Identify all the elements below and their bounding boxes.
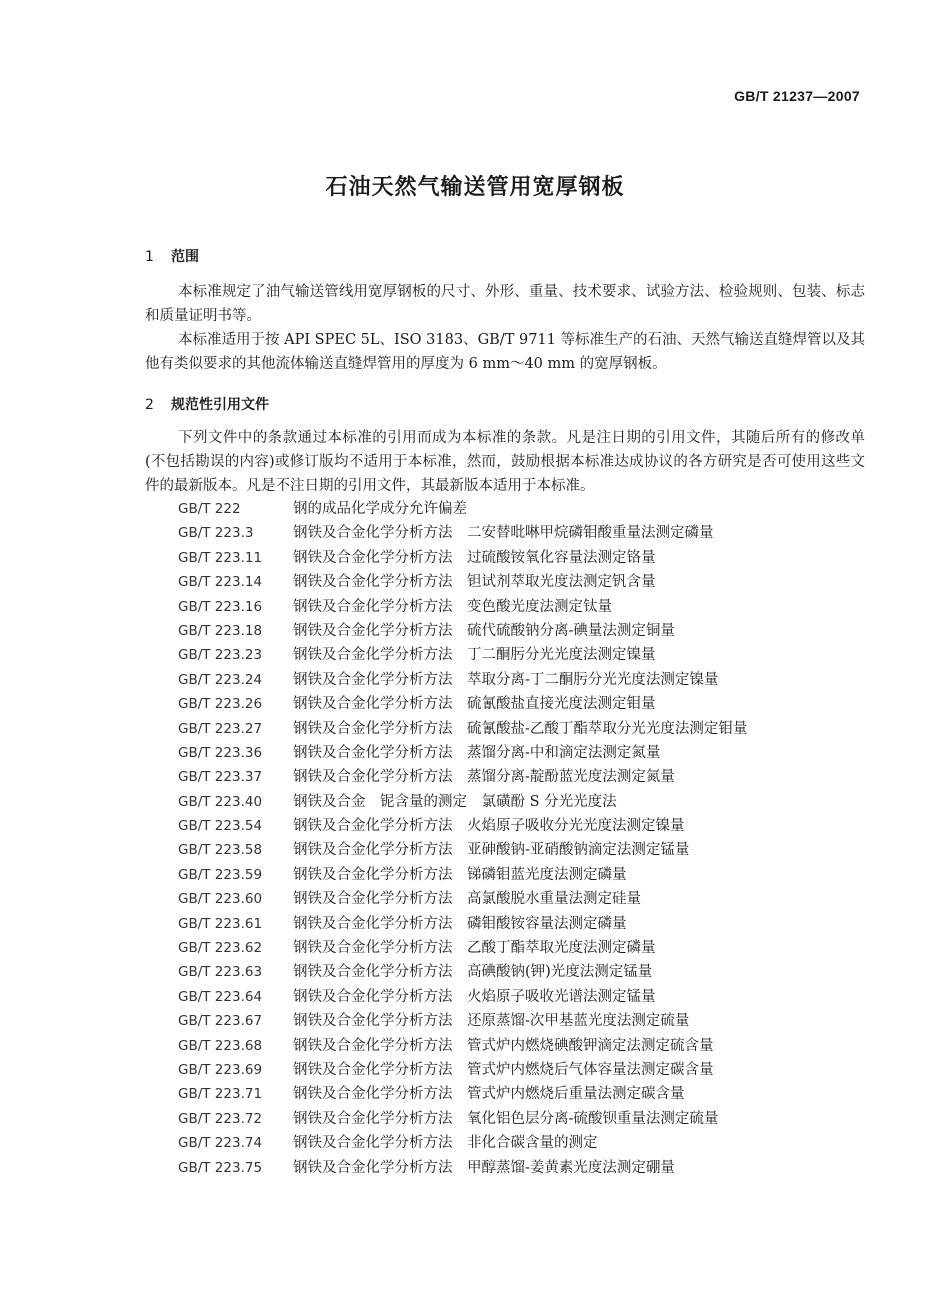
reference-code: GB/T 223.26 (178, 696, 263, 713)
reference-item (178, 985, 747, 1009)
reference-title: 钢铁及合金化学分析方法 丁二酮肟分光光度法测定镍量 (293, 647, 656, 664)
reference-code: GB/T 223.74 (178, 1135, 263, 1152)
references-intro-paragraph: 下列文件中的条款通过本标准的引用而成为本标准的条款。凡是注日期的引用文件，其随后所有的修改单(不包括勘误的内容)或修订版均不适用于本标准，然而，鼓励根据本标准达成协议的各方研究是否可使用这些文件的最新版本。凡是不注日期的引用文件，其最新版本适用于本标准。 (145, 430, 865, 494)
reference-title: 钢铁及合金化学分析方法 硫氰酸盐-乙酸丁酯萃取分光光度法测定钼量 (293, 720, 748, 737)
reference-title: 钢铁及合金化学分析方法 锑磷钼蓝光度法测定磷量 (293, 866, 627, 883)
reference-item (178, 570, 747, 594)
reference-title: 钢铁及合金化学分析方法 硫代硫酸钠分离-碘量法测定铜量 (293, 622, 675, 639)
reference-title: 钢铁及合金化学分析方法 还原蒸馏-次甲基蓝光度法测定硫量 (293, 1013, 690, 1030)
reference-item (178, 497, 747, 521)
section-title: 规范性引用文件 (171, 397, 269, 413)
reference-item (178, 838, 747, 862)
reference-code: GB/T 223.23 (178, 647, 263, 664)
reference-code: GB/T 222 (178, 501, 241, 517)
scope-paragraph-2: 本标准适用于按 API SPEC 5L、ISO 3183、GB/T 9711 等标准生产的石油、天然气输送直缝焊管以及其他有类似要求的其他流体输送直缝焊管用的厚度为 6 mm～40 mm 的宽厚钢板。 (145, 332, 865, 372)
reference-item (178, 1082, 747, 1106)
reference-title: 钢铁及合金化学分析方法 蒸馏分离-靛酚蓝光度法测定氮量 (293, 769, 675, 786)
section-heading-scope (145, 246, 199, 266)
reference-item (178, 814, 747, 838)
document-title: 石油天然气输送管用宽厚钢板 (325, 175, 625, 200)
reference-title: 钢铁及合金化学分析方法 硫氰酸盐直接光度法测定钼量 (293, 696, 656, 713)
reference-item (178, 960, 747, 984)
reference-list (178, 497, 747, 1180)
reference-item (178, 741, 747, 765)
reference-code: GB/T 223.54 (178, 818, 263, 835)
reference-code: GB/T 223.36 (178, 744, 263, 761)
reference-code: GB/T 223.24 (178, 671, 263, 688)
reference-item (178, 1107, 747, 1131)
reference-code: GB/T 223.11 (178, 549, 263, 566)
reference-code: GB/T 223.40 (178, 793, 263, 810)
reference-code: GB/T 223.37 (178, 769, 263, 786)
reference-item (178, 668, 747, 692)
reference-item (178, 717, 747, 741)
reference-item (178, 912, 747, 936)
reference-title: 钢铁及合金化学分析方法 管式炉内燃烧后气体容量法测定碳含量 (293, 1061, 714, 1078)
reference-title: 钢铁及合金化学分析方法 非化合碳含量的测定 (293, 1135, 598, 1152)
reference-title: 钢铁及合金化学分析方法 氧化铝色层分离-硫酸钡重量法测定硫量 (293, 1110, 719, 1127)
reference-code: GB/T 223.67 (178, 1013, 263, 1030)
reference-item (178, 521, 747, 545)
reference-code: GB/T 223.60 (178, 891, 263, 908)
reference-title: 钢铁及合金化学分析方法 甲醇蒸馏-姜黄素光度法测定硼量 (293, 1159, 675, 1176)
reference-title: 钢铁及合金化学分析方法 二安替吡啉甲烷磷钼酸重量法测定磷量 (293, 525, 714, 542)
reference-item (178, 619, 747, 643)
reference-item (178, 1131, 747, 1155)
reference-code: GB/T 223.62 (178, 940, 263, 957)
reference-title: 钢铁及合金化学分析方法 蒸馏分离-中和滴定法测定氮量 (293, 744, 661, 761)
reference-item (178, 595, 747, 619)
section-number: 2 (145, 397, 154, 413)
reference-title: 钢铁及合金化学分析方法 火焰原子吸收分光光度法测定镍量 (293, 818, 685, 835)
reference-title: 钢铁及合金化学分析方法 过硫酸铵氧化容量法测定铬量 (293, 549, 656, 566)
section-heading-normative-references (145, 394, 269, 414)
reference-code: GB/T 223.63 (178, 964, 263, 981)
reference-title: 钢铁及合金化学分析方法 萃取分离-丁二酮肟分光光度法测定镍量 (293, 671, 719, 688)
reference-title: 钢的成品化学成分允许偏差 (293, 501, 467, 517)
reference-title: 钢铁及合金化学分析方法 高氯酸脱水重量法测定硅量 (293, 891, 641, 908)
reference-title: 钢铁及合金化学分析方法 乙酸丁酯萃取光度法测定磷量 (293, 940, 656, 957)
reference-item (178, 863, 747, 887)
reference-item (178, 1009, 747, 1033)
reference-title: 钢铁及合金化学分析方法 磷钼酸铵容量法测定磷量 (293, 915, 627, 932)
reference-item (178, 1034, 747, 1058)
reference-title: 钢铁及合金化学分析方法 钽试剂萃取光度法测定钒含量 (293, 574, 656, 591)
reference-code: GB/T 223.71 (178, 1086, 263, 1103)
reference-item (178, 1156, 747, 1180)
reference-item (178, 546, 747, 570)
scope-paragraph-1: 本标准规定了油气输送管线用宽厚钢板的尺寸、外形、重量、技术要求、试验方法、检验规则、包装、标志和质量证明书等。 (145, 284, 865, 324)
standard-code: GB/T 21237—2007 (734, 88, 860, 104)
reference-item (178, 790, 747, 814)
reference-title: 钢铁及合金化学分析方法 管式炉内燃烧后重量法测定碳含量 (293, 1086, 685, 1103)
reference-code: GB/T 223.58 (178, 842, 263, 859)
reference-code: GB/T 223.59 (178, 866, 263, 883)
reference-item (178, 936, 747, 960)
reference-code: GB/T 223.72 (178, 1110, 263, 1127)
reference-item (178, 765, 747, 789)
reference-item (178, 1058, 747, 1082)
reference-title: 钢铁及合金化学分析方法 亚砷酸钠-亚硝酸钠滴定法测定锰量 (293, 842, 690, 859)
reference-code: GB/T 223.3 (178, 525, 254, 542)
reference-code: GB/T 223.27 (178, 720, 263, 737)
reference-code: GB/T 223.16 (178, 598, 263, 615)
reference-title: 钢铁及合金化学分析方法 管式炉内燃烧碘酸钾滴定法测定硫含量 (293, 1037, 714, 1054)
reference-code: GB/T 223.64 (178, 988, 263, 1005)
reference-title: 钢铁及合金化学分析方法 变色酸光度法测定钛量 (293, 598, 612, 615)
reference-code: GB/T 223.75 (178, 1159, 263, 1176)
reference-item (178, 692, 747, 716)
reference-item (178, 887, 747, 911)
reference-item (178, 643, 747, 667)
reference-title: 钢铁及合金化学分析方法 火焰原子吸收光谱法测定锰量 (293, 988, 656, 1005)
reference-code: GB/T 223.69 (178, 1061, 263, 1078)
reference-code: GB/T 223.18 (178, 622, 263, 639)
reference-code: GB/T 223.14 (178, 574, 263, 591)
reference-code: GB/T 223.61 (178, 915, 263, 932)
reference-title: 钢铁及合金 铌含量的测定 氯磺酚 S 分光光度法 (293, 793, 617, 810)
reference-code: GB/T 223.68 (178, 1037, 263, 1054)
section-title: 范围 (171, 249, 199, 265)
section-number: 1 (145, 249, 154, 265)
reference-title: 钢铁及合金化学分析方法 高碘酸钠(钾)光度法测定锰量 (293, 964, 653, 981)
